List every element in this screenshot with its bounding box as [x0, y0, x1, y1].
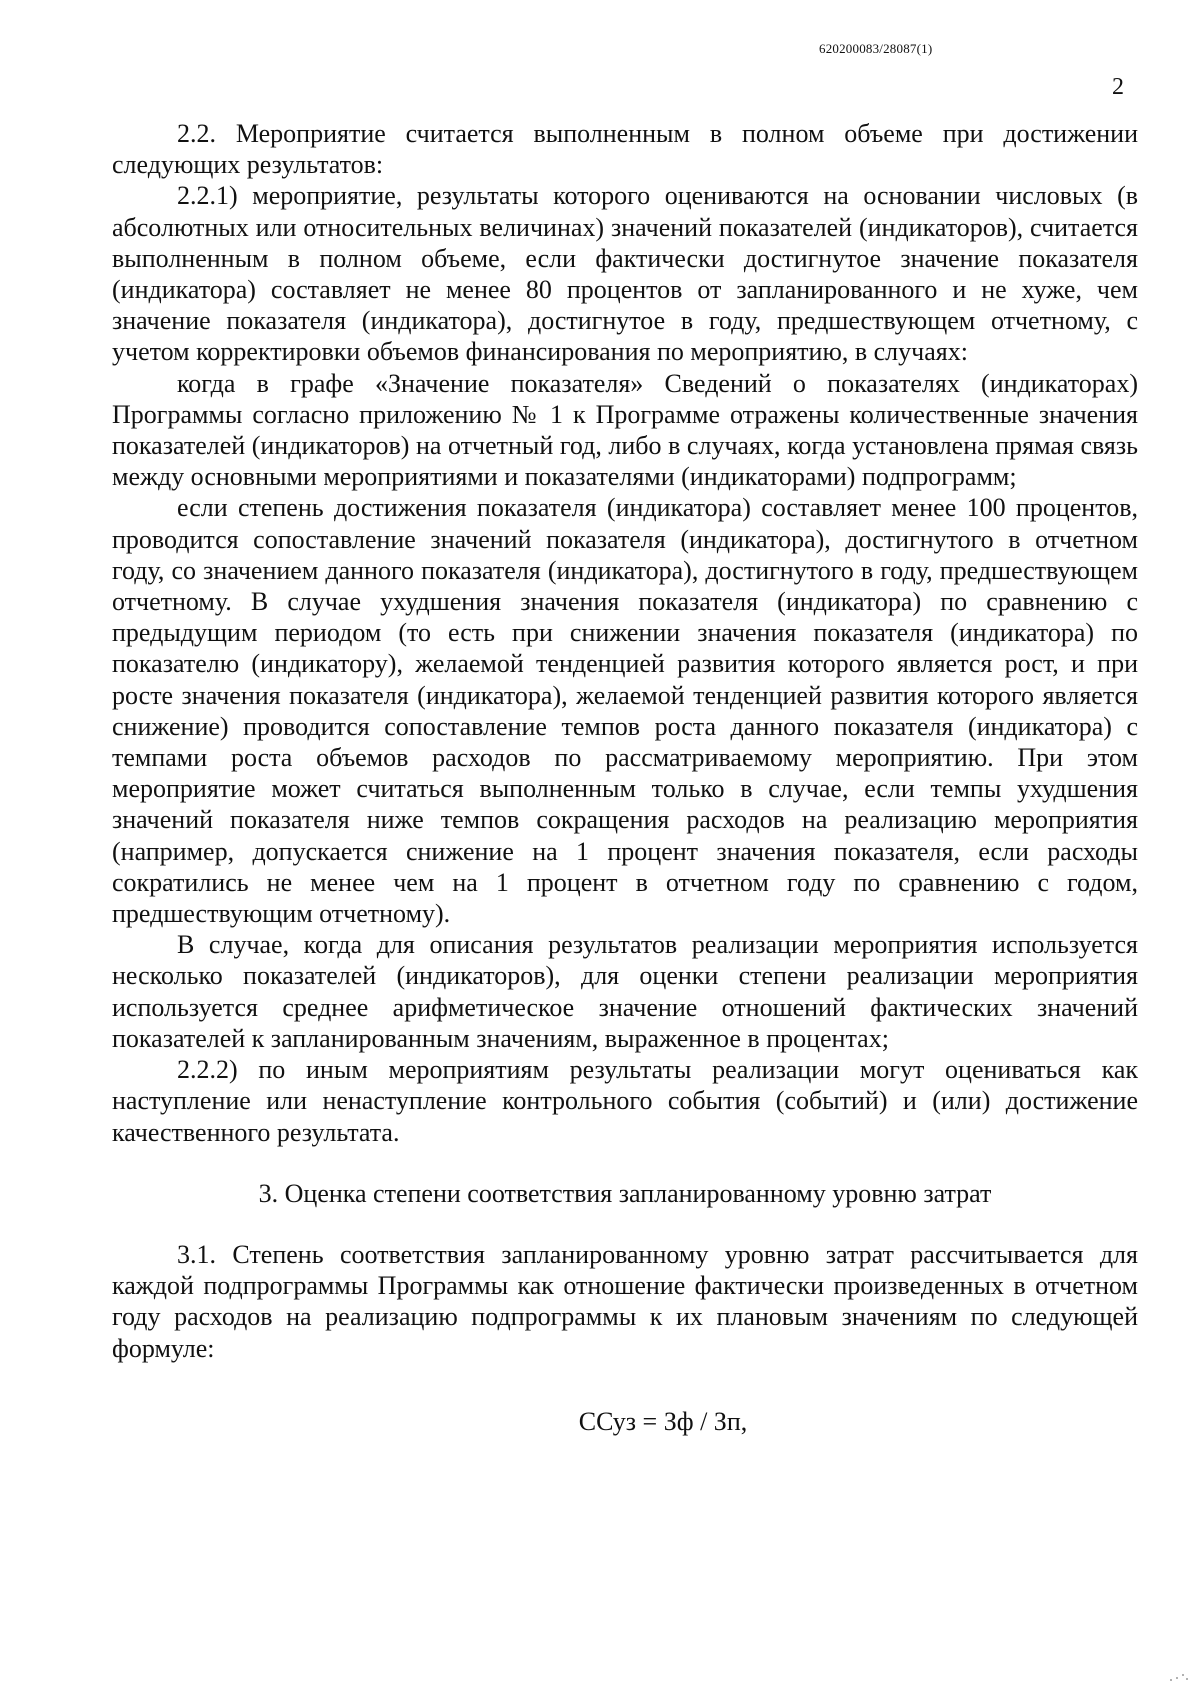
paragraph-2-2-2: 2.2.2) по иным мероприятиям результаты реализации могут оцениваться как наступление или ненаступление контрольного события (событий) и (или) достижение качественного результата.	[112, 1055, 1138, 1147]
paragraph-2-2-1: 2.2.1) мероприятие, результаты которого оцениваются на основании числовых (в абсолютных или относительных величинах) значений показателей (индикаторов), считается выполненным в полном объеме, если фактически достигнутое значение показателя (индикатора) составляет не менее 80 процентов от запланированного и не хуже, чем значение показателя (индикатора), достигнутое в году, предшествующем отчетному, с учетом корректировки объемов финансирования по мероприятию, в случаях:	[112, 181, 1138, 367]
document-registration-number: 620200083/28087(1)	[819, 41, 933, 56]
section-3-heading: 3. Оценка степени соответствия запланированному уровню затрат	[258, 1178, 992, 1208]
document-body	[112, 118, 1138, 1437]
paragraph-2-2: 2.2. Мероприятие считается выполненным в полном объеме при достижении следующих результатов:	[112, 119, 1138, 180]
paragraph-multiple-indicators: В случае, когда для описания результатов реализации мероприятия используется несколько показателей (индикаторов), для оценки степени реализации мероприятия используется среднее арифметическое значение отношений фактических значений показателей к запланированным значениям, выраженное в процентах;	[112, 930, 1138, 1053]
cost-compliance-formula: ССуз = Зф / Зп,	[578, 1406, 748, 1436]
paragraph-indicator-values-case: когда в графе «Значение показателя» Сведений о показателях (индикаторах) Программы согласно приложению № 1 к Программе отражены количественные значения показателей (индикаторов) на отчетный год, либо в случаях, когда установлена прямая связь между основными мероприятиями и показателями (индикаторами) подпрограмм;	[112, 368, 1138, 492]
paragraph-below-100-percent: если степень достижения показателя (индикатора) составляет менее 100 процентов, проводится сопоставление значений показателя (индикатора), достигнутого в отчетном году, со значением данного показателя (индикатора), достигнутого в году, предшествующем отчетному. В случае ухудшения значения показателя (индикатора) по сравнению с предыдущим периодом (то есть при снижении значения показателя (индикатора) по показателю (индикатору), желаемой тенденцией развития которого является рост, и при росте значения показателя (индикатора), желаемой тенденцией развития которого является снижение) проводится сопоставление темпов роста данного показателя (индикатора) с темпами роста объемов расходов по рассматриваемому мероприятию. При этом мероприятие может считаться выполненным только в случае, если темпы ухудшения значений показателя ниже темпов сокращения расходов на реализацию мероприятия (например, допускается снижение на 1 процент значения показателя, если расходы сократились не менее чем на 1 процент в отчетном году по сравнению с годом, предшествующим отчетному).	[112, 493, 1138, 929]
paragraph-3-1: 3.1. Степень соответствия запланированному уровню затрат рассчитывается для каждой подпрограммы Программы как отношение фактически произведенных в отчетном году расходов на реализацию подпрограммы к их плановым значениям по следующей формуле:	[112, 1239, 1138, 1363]
scan-speck	[1168, 1672, 1190, 1684]
page-number: 2	[1112, 74, 1124, 100]
